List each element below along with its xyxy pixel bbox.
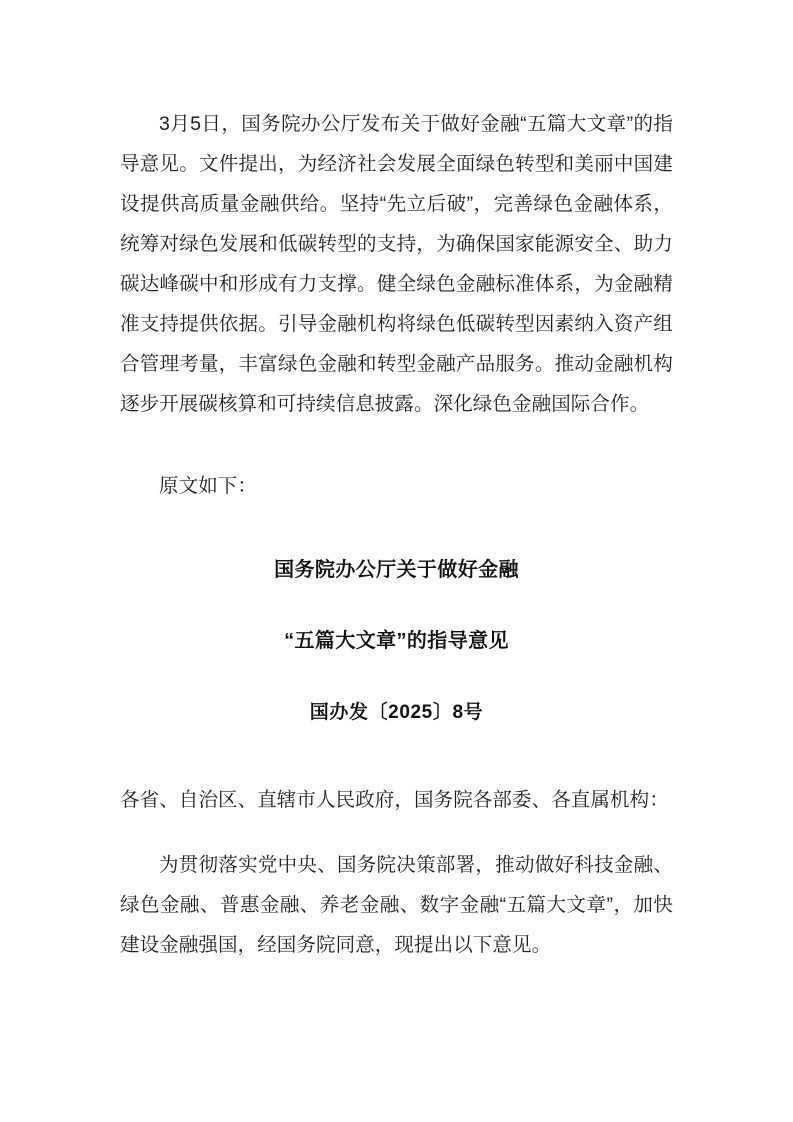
spacer-before-document-number [120, 661, 673, 693]
spacer-before-title [120, 506, 673, 550]
opening-paragraph: 为贯彻落实党中央、国务院决策部署，推动做好科技金融、绿色金融、普惠金融、养老金融、数字金融“五篇大文章”，加快建设金融强国，经国务院同意，现提出以下意见。 [120, 854, 673, 956]
addressee-line: 各省、自治区、直辖市人民政府，国务院各部委、各直属机构： [120, 789, 669, 811]
spacer-after-summary [120, 424, 673, 466]
document-body [120, 0, 673, 965]
document-title-line-1: 国务院办公厅关于做好金融 [274, 559, 519, 581]
spacer-after-document-number [120, 733, 673, 780]
summary-paragraph: 3月5日，国务院办公厅发布关于做好金融“五篇大文章”的指导意见。文件提出，为经济社会发展全面绿色转型和美丽中国建设提供高质量金融供给。坚持“先立后破”，完善绿色金融体系，统筹对绿色发展和低碳转型的支持，为确保国家能源安全、助力碳达峰碳中和形成有力支撑。健全绿色金融标准体系，为金融精准支持提供依据。引导金融机构将绿色低碳转型因素纳入资产组合管理考量，丰富绿色金融和转型金融产品服务。推动金融机构逐步开展碳核算和可持续信息披露。深化绿色金融国际合作。 [120, 113, 673, 415]
source-note: 原文如下： [159, 475, 258, 497]
document-title-line-2: “五篇大文章”的指导意见 [284, 630, 509, 652]
spacer-before-opening-paragraph [120, 820, 673, 845]
spacer-between-title-lines [120, 590, 673, 621]
document-number: 国办发〔2025〕8号 [309, 702, 484, 723]
